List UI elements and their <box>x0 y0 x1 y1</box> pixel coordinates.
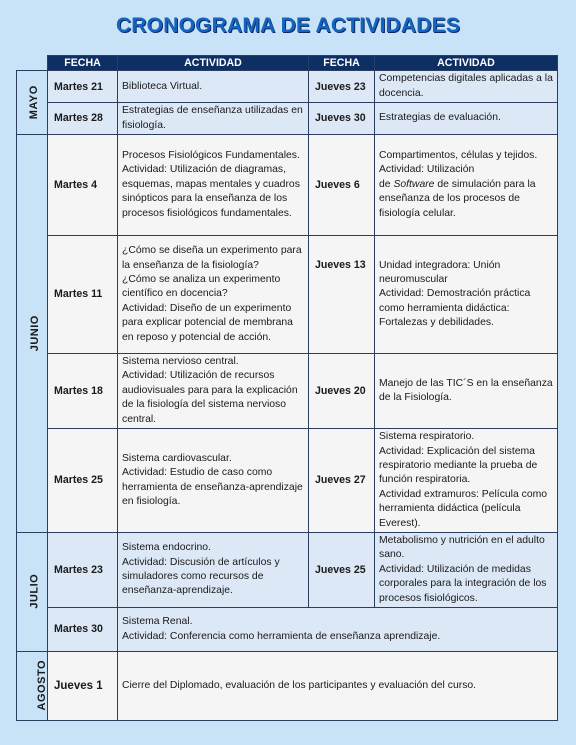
month-label-julio: JULIO <box>17 533 48 652</box>
date-cell: Jueves 30 <box>309 103 375 135</box>
header-spacer <box>17 56 48 71</box>
header-row <box>17 56 558 71</box>
date-cell: Martes 23 <box>48 533 118 608</box>
activity-cell: Biblioteca Virtual. <box>118 71 309 103</box>
table-row <box>17 236 558 354</box>
date-cell: Jueves 23 <box>309 71 375 103</box>
header-actividad-1: ACTIVIDAD <box>118 56 309 71</box>
activity-cell: Estrategias de enseñanza utilizadas en fisiología. <box>118 103 309 135</box>
date-cell: Jueves 25 <box>309 533 375 608</box>
month-label-junio: JUNIO <box>17 135 48 533</box>
date-cell: Martes 30 <box>48 608 118 652</box>
month-label-agosto: AGOSTO <box>17 652 48 721</box>
date-cell: Martes 21 <box>48 71 118 103</box>
month-label-mayo: MAYO <box>17 71 48 135</box>
activity-cell: Sistema endocrino. Actividad: Discusión de artículos y simuladores como recursos de enseñanza-aprendizaje. <box>118 533 309 608</box>
table-row <box>17 354 558 429</box>
date-cell: Martes 11 <box>48 236 118 354</box>
table-row <box>17 103 558 135</box>
date-cell: Jueves 20 <box>309 354 375 429</box>
date-cell: Jueves 6 <box>309 135 375 236</box>
activity-cell: Sistema cardiovascular. Actividad: Estudio de caso como herramienta de enseñanza-aprendizaje en fisiología. <box>118 429 309 533</box>
date-cell: Jueves 1 <box>48 652 118 721</box>
activity-cell: Unidad integradora: Unión neuromuscular Actividad: Demostración práctica como herramienta didáctica: Fortalezas y debilidades. <box>375 236 558 354</box>
schedule-table <box>16 55 558 721</box>
table-row <box>17 135 558 236</box>
table-row <box>17 533 558 608</box>
activity-cell: Manejo de las TIC´S en la enseñanza de la Fisiología. <box>375 354 558 429</box>
table-row <box>17 652 558 721</box>
page-title: CRONOGRAMA DE ACTIVIDADES <box>115 14 461 37</box>
activity-cell: Procesos Fisiológicos Fundamentales. Actividad: Utilización de diagramas, esquemas, mapas mentales y cuadros sinópticos para la enseñanza de los procesos fisiológicos fundamentales. <box>118 135 309 236</box>
date-cell: Martes 4 <box>48 135 118 236</box>
activity-text: Compartimentos, células y tejidos. Actividad: Utilización de <box>379 150 538 190</box>
activity-cell: Metabolismo y nutrición en el adulto sano. Actividad: Utilización de medidas corporales para la integración de los procesos fisiológicos. <box>375 533 558 608</box>
activity-cell: Estrategias de evaluación. <box>375 103 558 135</box>
date-cell: Jueves 27 <box>309 429 375 533</box>
date-cell: Martes 18 <box>48 354 118 429</box>
activity-cell <box>375 135 558 236</box>
table-row <box>17 429 558 533</box>
date-cell: Jueves 13 <box>309 236 375 354</box>
date-cell: Martes 25 <box>48 429 118 533</box>
software-emphasis: Software <box>393 178 435 190</box>
activity-cell: Sistema Renal. Actividad: Conferencia como herramienta de enseñanza aprendizaje. <box>118 608 558 652</box>
header-actividad-2: ACTIVIDAD <box>375 56 558 71</box>
activity-cell: ¿Cómo se diseña un experimento para la enseñanza de la fisiología? ¿Cómo se analiza un experimento científico en docencia? Actividad: Diseño de un experimento para explicar potencial de membrana en reposo y potencial de acción. <box>118 236 309 354</box>
activity-cell: Cierre del Diplomado, evaluación de los participantes y evaluación del curso. <box>118 652 558 721</box>
activity-cell: Sistema respiratorio. Actividad: Explicación del sistema respiratorio mediante la prueba de función respiratoria. Actividad extramuros: Película como herramienta didáctica (película Everest). <box>375 429 558 533</box>
activity-text: de simulación para la enseñanza de los procesos de fisiología celular. <box>379 178 536 219</box>
activity-cell: Sistema nervioso central. Actividad: Utilización de recursos audiovisuales para para la explicación de la fisiología del sistema nervioso central. <box>118 354 309 429</box>
activity-cell: Competencias digitales aplicadas a la docencia. <box>375 71 558 103</box>
table-row <box>17 608 558 652</box>
header-fecha-2: FECHA <box>309 56 375 71</box>
table-row <box>17 71 558 103</box>
date-cell: Martes 28 <box>48 103 118 135</box>
header-fecha-1: FECHA <box>48 56 118 71</box>
